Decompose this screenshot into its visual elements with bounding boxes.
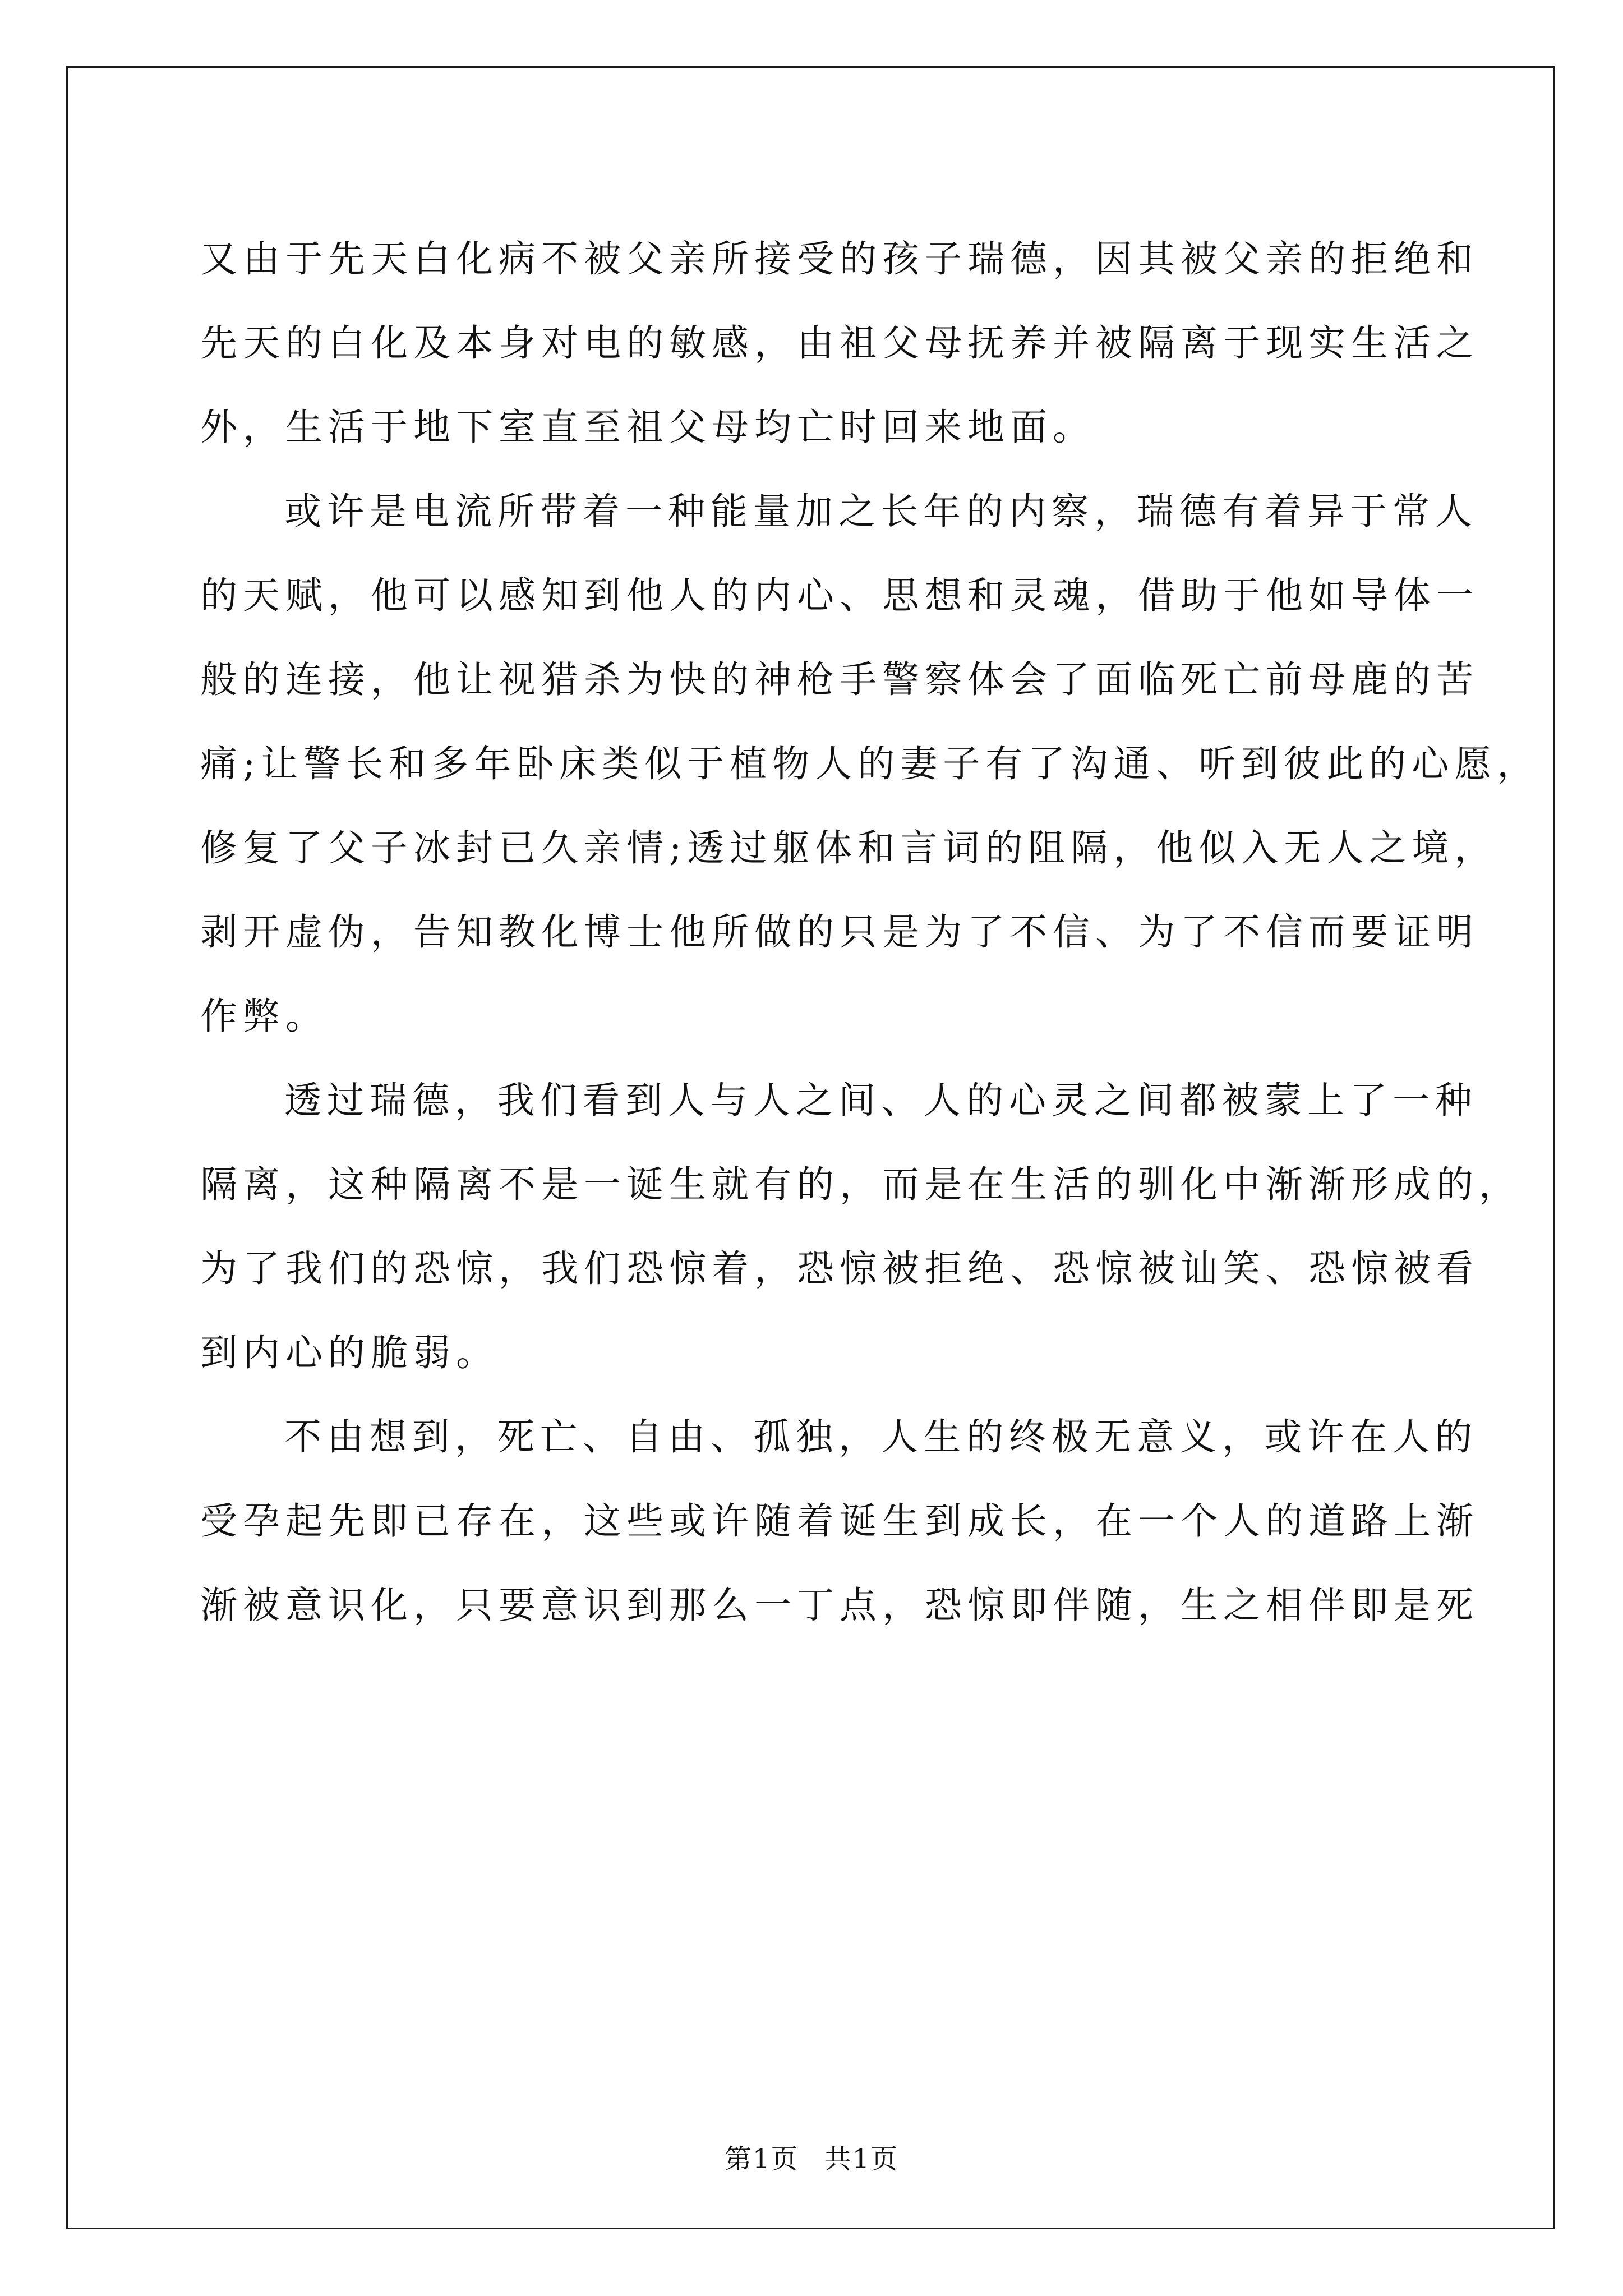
document-body	[200, 217, 1540, 1648]
paragraph-start-line: 不由想到，死亡、自由、孤独，人生的终极无意义，或许在人的	[284, 1415, 1478, 1458]
page-footer	[0, 2137, 1623, 2176]
text-line: 痛;让警长和多年卧床类似于植物人的妻子有了沟通、听到彼此的心愿，	[200, 742, 1540, 785]
paragraph-start-line: 透过瑞德，我们看到人与人之间、人的心灵之间都被蒙上了一种	[284, 1079, 1478, 1122]
text-line: 先天的白化及本身对电的敏感，由祖父母抚养并被隔离于现实生活之	[200, 321, 1479, 365]
text-line: 修复了父子冰封已久亲情;透过躯体和言词的阻隔，他似入无人之境，	[200, 826, 1497, 869]
text-line: 作弊。	[200, 995, 328, 1038]
text-line: 隔离，这种隔离不是一诞生就有的，而是在生活的驯化中渐渐形成的，	[200, 1163, 1521, 1206]
text-line: 到内心的脆弱。	[200, 1331, 499, 1374]
paragraph-start-line: 或许是电流所带着一种能量加之长年的内察，瑞德有着异于常人	[284, 490, 1478, 533]
text-line: 剥开虚伪，告知教化博士他所做的只是为了不信、为了不信而要证明	[200, 910, 1479, 954]
text-line: 为了我们的恐惊，我们恐惊着，恐惊被拒绝、恐惊被讪笑、恐惊被看	[200, 1247, 1479, 1290]
text-line: 渐被意识化，只要意识到那么一丁点，恐惊即伴随，生之相伴即是死	[200, 1584, 1479, 1627]
text-line: 的天赋，他可以感知到他人的内心、思想和灵魂，借助于他如导体一	[200, 574, 1479, 617]
text-line: 受孕起先即已存在，这些或许随着诞生到成长，在一个人的道路上渐	[200, 1499, 1479, 1543]
text-line: 外，生活于地下室直至祖父母均亡时回来地面。	[200, 406, 1095, 449]
text-line: 般的连接，他让视猎杀为快的神枪手警察体会了面临死亡前母鹿的苦	[200, 658, 1479, 701]
text-line: 又由于先天白化病不被父亲所接受的孩子瑞德，因其被父亲的拒绝和	[200, 237, 1479, 280]
page-total: 共1页	[824, 2143, 899, 2175]
page-number: 第1页	[724, 2143, 799, 2175]
